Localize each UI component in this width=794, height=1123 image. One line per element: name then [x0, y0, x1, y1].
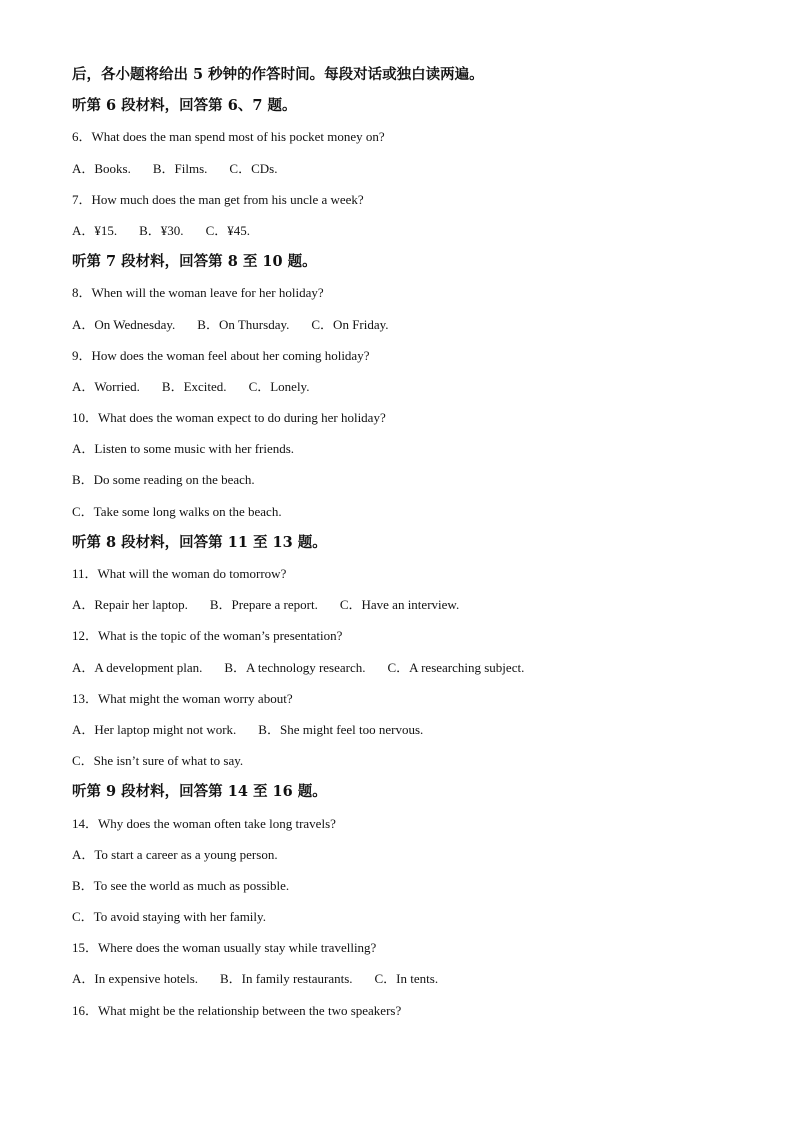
option-a: A．A development plan. [72, 659, 203, 675]
option-c: C．¥45. [205, 222, 250, 238]
question-13: 13．What might the woman worry about? [72, 690, 293, 706]
section-heading-6: 听第 6 段材料，回答第 6、7 题。 [72, 97, 297, 115]
options-7 [72, 220, 752, 251]
options-8 [72, 314, 752, 345]
option-c: C．On Friday. [311, 316, 389, 332]
option-a: A．In expensive hotels. [72, 971, 199, 987]
question-12: 12．What is the topic of the woman’s presentation? [72, 628, 343, 644]
option-c: C．Lonely. [248, 378, 310, 394]
option-c: C．In tents. [374, 971, 439, 987]
option-a: A．Worried. [72, 378, 140, 394]
options-15 [72, 968, 752, 999]
option-10-a: A．Listen to some music with her friends. [72, 441, 295, 457]
option-b: B．A technology research. [224, 659, 366, 675]
option-b: B．Films. [152, 160, 208, 176]
option-b: B．On Thursday. [197, 316, 290, 332]
section-heading-7: 听第 7 段材料，回答第 8 至 10 题。 [72, 253, 317, 271]
option-b: B．Prepare a report. [209, 597, 318, 613]
section-heading-9: 听第 9 段材料，回答第 14 至 16 题。 [72, 783, 327, 801]
option-10-b: B．Do some reading on the beach. [72, 472, 255, 488]
option-a: A．On Wednesday. [72, 316, 176, 332]
option-a: A．Her laptop might not work. [72, 721, 237, 737]
instruction-text: 后，各小题将给出 5 秒钟的作答时间。每段对话或独白读两遍。 [72, 66, 484, 83]
question-7: 7．How much does the man get from his uncle a week? [72, 191, 364, 207]
options-13 [72, 719, 752, 750]
option-10-c: C．Take some long walks on the beach. [72, 503, 282, 519]
question-11: 11．What will the woman do tomorrow? [72, 566, 287, 581]
option-b: B．Excited. [161, 378, 227, 394]
question-14: 14．Why does the woman often take long travels? [72, 815, 336, 831]
options-11 [72, 594, 752, 625]
exam-page [72, 64, 752, 1031]
question-8: 8．When will the woman leave for her holiday? [72, 285, 324, 301]
option-a: A．Books. [72, 160, 131, 176]
option-14-a: A．To start a career as a young person. [72, 846, 278, 862]
question-16: 16．What might be the relationship between the two speakers? [72, 1002, 402, 1018]
question-6: 6．What does the man spend most of his pocket money on? [72, 129, 385, 145]
option-14-b: B．To see the world as much as possible. [72, 877, 290, 893]
options-12 [72, 657, 752, 688]
option-13-c: C．She isn’t sure of what to say. [72, 753, 244, 769]
question-9: 9．How does the woman feel about her coming holiday? [72, 347, 370, 363]
question-10: 10．What does the woman expect to do during her holiday? [72, 410, 386, 426]
option-a: A．Repair her laptop. [72, 597, 188, 613]
section-heading-8: 听第 8 段材料，回答第 11 至 13 题。 [72, 533, 327, 551]
option-c: C．CDs. [229, 160, 278, 176]
question-15: 15．Where does the woman usually stay while travelling? [72, 940, 377, 956]
option-c: C．Have an interview. [339, 597, 460, 613]
option-14-c: C．To avoid staying with her family. [72, 909, 266, 925]
options-6 [72, 158, 752, 189]
option-c: C．A researching subject. [387, 659, 525, 675]
option-b: B．In family restaurants. [220, 971, 353, 987]
option-a: A．¥15. [72, 222, 118, 238]
option-b: B．She might feel too nervous. [258, 721, 424, 737]
options-9 [72, 376, 752, 407]
option-b: B．¥30. [139, 222, 184, 238]
